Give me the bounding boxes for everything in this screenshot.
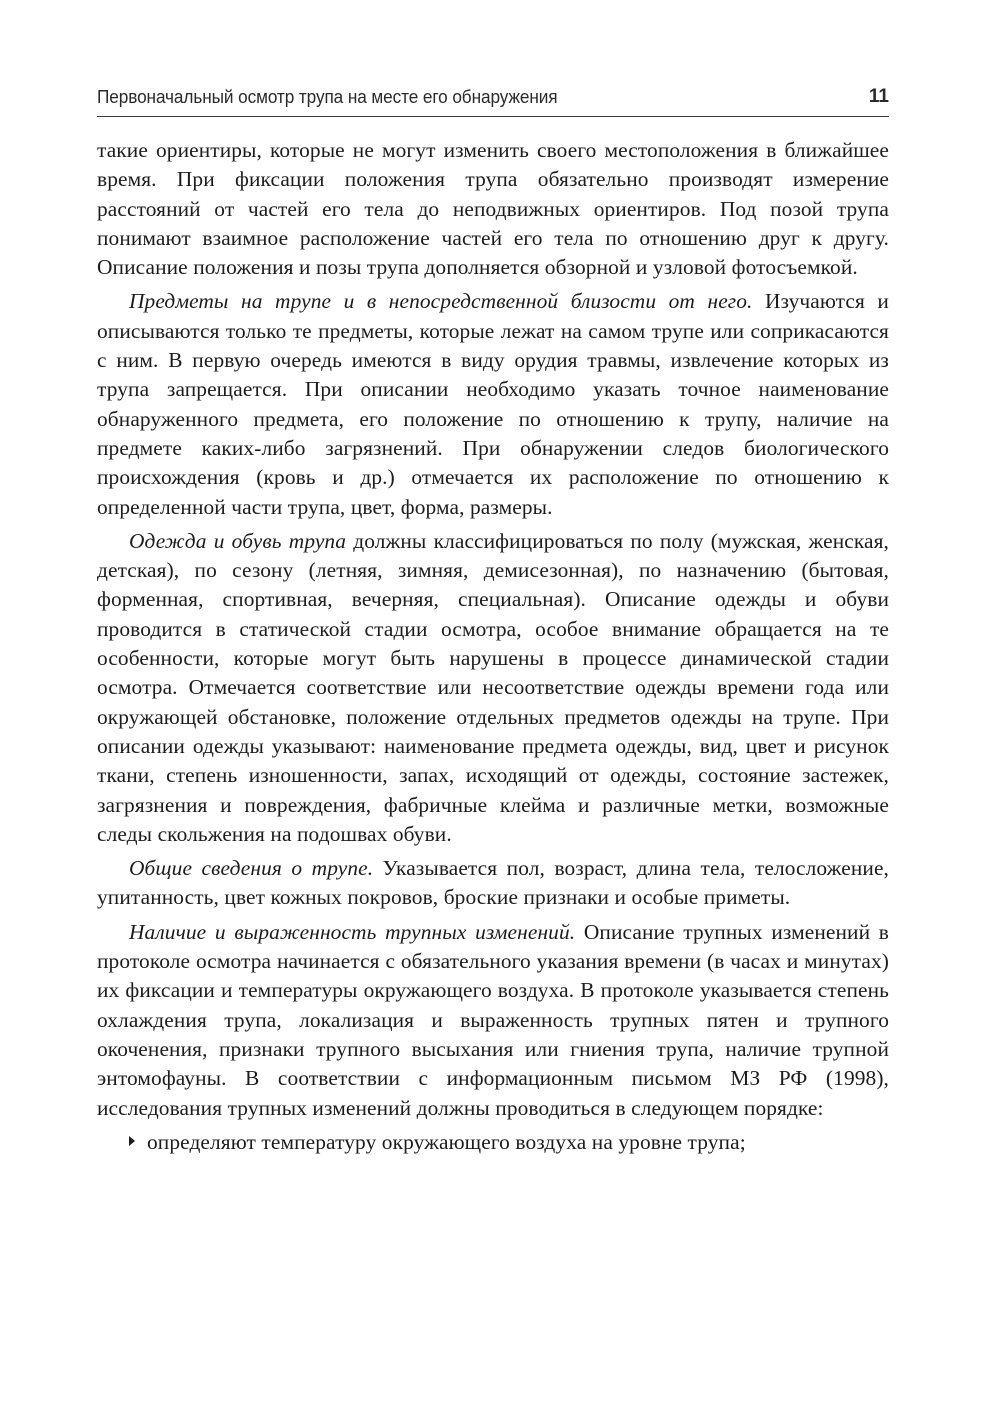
book-page xyxy=(97,84,889,1157)
paragraph-continuation xyxy=(97,136,889,282)
paragraph-text: должны классифицироваться по полу (мужская, женская, детская), по сезону (летняя, зимняя, демисезонная), по назначению (бытовая, форменная, спортивная, вечерняя, специальная). Описание одежды и обуви проводится в статической стадии осмотра, особое внимание обращается на те особенности, которые могут быть нарушены в процессе динамической стадии осмотра. Отмечается соответствие или несоответствие одежды времени года или окружающей обстановке, положение отдельных предметов одежды на трупе. При описании одежды указывают: наименование предмета одежды, вид, цвет и рисунок ткани, степень изношенности, запах, исходящий от одежды, состояние застежек, загрязнения и повреждения, фабричные клейма и различные метки, возможные следы скольжения на подошвах обуви. xyxy=(97,528,889,846)
triangle-bullet-icon xyxy=(129,1136,135,1146)
paragraph-lead-heading: Наличие и выраженность трупных изменений. xyxy=(129,919,576,944)
paragraph-lead-heading: Одежда и обувь трупа xyxy=(129,528,347,553)
paragraph-text: Указывается пол, возраст, длина тела, телосложение, упитанность, цвет кожных покровов, броские признаки и особые приметы. xyxy=(97,856,890,910)
body-text xyxy=(97,136,889,1157)
running-header xyxy=(97,84,889,117)
paragraph-text: такие ориентиры, которые не могут изменить своего местоположения в ближайшее время. При фиксации положения трупа обязательно производят измерение расстояний от частей его тела до неподвижных ориентиров. Под позой трупа понимают взаимное расположение частей его тела по отношению друг к другу. Описание положения и позы трупа дополняется обзорной и узловой фотосъемкой. xyxy=(97,138,889,280)
bullet-list-item xyxy=(97,1128,889,1157)
paragraph-cadaveric-changes xyxy=(97,918,889,1123)
paragraph-objects-on-body xyxy=(97,287,889,521)
paragraph-general-info xyxy=(97,854,889,913)
page-number: 11 xyxy=(868,86,889,107)
paragraph-text: Изучаются и описываются только те предметы, которые лежат на самом трупе или соприкасаются с ним. В первую очередь имеются в виду орудия травмы, извлечение которых из трупа запрещается. При описании необходимо указать точное наименование обнаруженного предмета, его положение по отношению к трупу, наличие на предмете каких-либо загрязнений. При обнаружении следов биологического происхождения (кровь и др.) отмечается их расположение по отношению к определенной части трупа, цвет, форма, размеры. xyxy=(97,289,889,519)
bullet-text: определяют температуру окружающего воздуха на уровне трупа; xyxy=(147,1129,746,1154)
running-title: Первоначальный осмотр трупа на месте его обнаружения xyxy=(97,86,558,107)
paragraph-text: Описание трупных изменений в протоколе осмотра начинается с обязательного указания времени (в часах и минутах) их фиксации и температуры окружающего воздуха. В протоколе указывается степень охлаждения трупа, локализация и выраженность трупных пятен и трупного окоченения, признаки трупного высыхания или гниения трупа, наличие трупной энтомофауны. В соответствии с информационным письмом МЗ РФ (1998), исследования трупных изменений должны проводиться в следующем порядке: xyxy=(97,919,889,1120)
paragraph-lead-heading: Предметы на трупе и в непосредственной близости от него. xyxy=(129,289,753,314)
paragraph-clothing xyxy=(97,527,889,849)
paragraph-lead-heading: Общие сведения о трупе. xyxy=(129,856,374,881)
